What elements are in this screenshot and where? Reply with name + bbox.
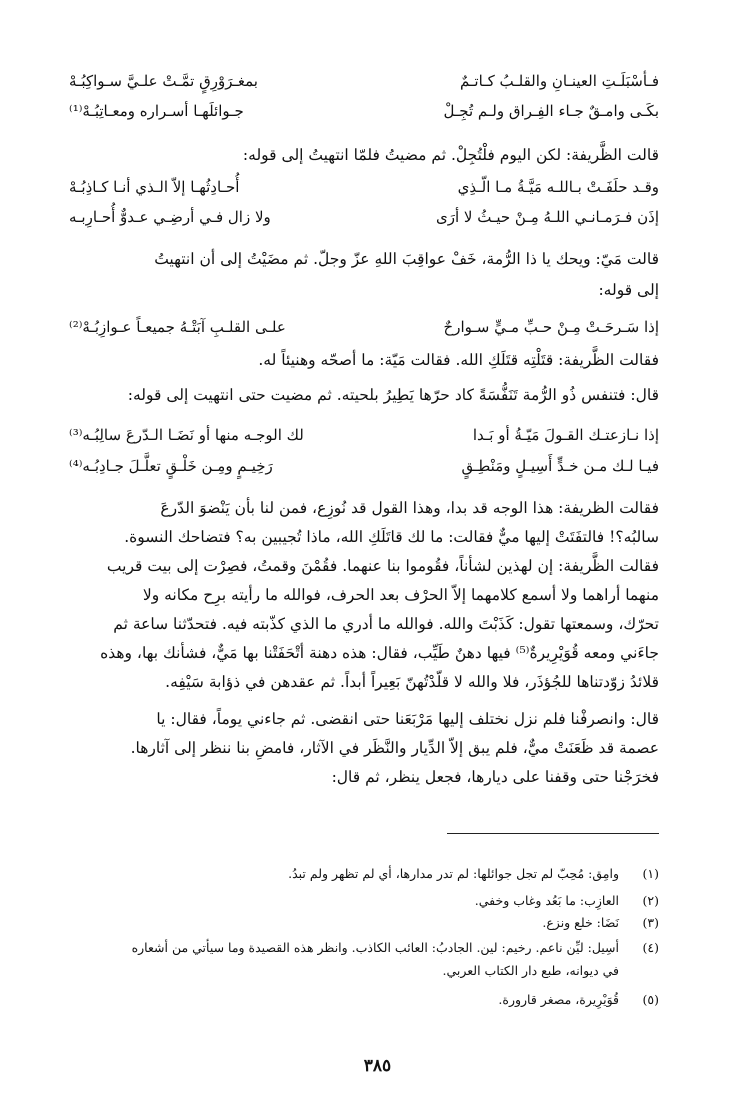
- verse-line: [69, 420, 659, 452]
- verse-second-hemistich: بمغـرَوْرِقٍ تمَّـتْ علـيَّ سـواكِبُـهْ: [69, 72, 258, 90]
- footnote: [43, 938, 659, 958]
- prose-line: قالت مَيّ: ويحك يا ذا الرُّمة، خَفْ عواقِبَ اللهِ عزّ وجلّ. ثم مضَيْتُ إلى أن انتهيتُ: [154, 250, 659, 268]
- prose-line: قال: فتنفس ذُو الرُّمة تَنَفُّسَةً كاد حرّها يَطِيرُ بلحيته. ثم مضيت حتى انتهيت إلى قوله:: [127, 386, 659, 404]
- verse-first-hemistich: إذَن فـرَمـانـي اللـهُ مِـنْ حيـثُ لا أرَى: [435, 208, 659, 226]
- prose-line: فقالت الظَّريفة: إن لهذين لشأناً، فقُوموا بنا عنهما. فقُمْنَ وقمتُ، فصِرْت إلى بيت قريب: [106, 557, 659, 575]
- footnote-continuation: [43, 961, 659, 981]
- footnote-text: العازِب: ما بَعُد وغاب وخفي.: [474, 893, 620, 908]
- footnote: [43, 891, 659, 911]
- prose-line: إلى قوله:: [598, 281, 659, 299]
- verse-second-hemistich: جـوائلَهـا أسـراره ومعـاتِبُـهْ⁽¹⁾: [69, 102, 244, 120]
- footnote-text: في ديوانه، طبع دار الكتاب العربي.: [442, 963, 620, 978]
- prose-line: جاءَني ومعه قُوَيْرِيرةٌ⁽⁵⁾ فيها دهنٌ طَيِّب، فقال: هذه دهنة أتْحَفَتْنا بها مَيٌّ، فشأنك بها، وهذه: [100, 644, 659, 662]
- footnote: [43, 864, 659, 884]
- verse-line: [69, 312, 659, 344]
- footnote-number: (١): [642, 866, 659, 881]
- verse-first-hemistich: فيـا لـك مـن خـدٍّ أَسِيـلٍ ومَنْطِـقٍ: [461, 457, 659, 475]
- footnote-number: (٤): [642, 940, 659, 955]
- verse-second-hemistich: لك الوجـه منها أو نَضَـا الـدّرعَ سالِبُـه⁽³⁾: [69, 426, 304, 444]
- verse-first-hemistich: إذا سَـرحَـتْ مِـنْ حـبِّ مـيٍّ سـوارحٌ: [443, 318, 659, 336]
- footnote-text: وامِق: مُحِبّ لم تجل جوائلها: لم تدر مدارها، أي لم تظهر ولم تبدُ.: [288, 866, 620, 881]
- footnote-text: أسِيل: ليِّن ناعم. رخيم: لين. الجادبُ: العائب الكاذب. وانظر هذه القصيدة وما سيأتي من أشعاره: [131, 940, 620, 955]
- footnote: [43, 990, 659, 1010]
- prose-line: فقالت الظريفة: هذا الوجه قد بدا، وهذا القول قد نُوزِع، فمن لنا بأن يَنْضوَ الدّرعَ: [160, 499, 659, 517]
- verse-second-hemistich: علـى القلـبِ آبَتْـهُ جميعـاً عـوازِبُـهْ⁽²⁾: [69, 318, 286, 336]
- verse-line: [69, 202, 659, 234]
- verse-first-hemistich: إذا نـازعتـك القـولَ مَيّـةُ أو بَـدا: [472, 426, 659, 444]
- prose-line: سالبُه؟! فالتفَتَتْ إليها ميٌّ فقالت: ما لك قاتَلَكِ الله، ماذا تُجيبين به؟ فتضاحك النسوة.: [124, 528, 659, 546]
- footnote-text: نَضَا: خلع ونزع.: [542, 915, 620, 930]
- verse-second-hemistich: أُحـادِثُهـا إلاّ الـذي أنـا كـاذِبُـهْ: [69, 178, 240, 196]
- footnote: [43, 913, 659, 933]
- prose-line: فقالت الظَّريفة: قتَلْتِه قتَلَكِ الله. فقالت مَيّة: ما أصحّه وهنيئاً له.: [258, 351, 659, 369]
- verse-line: [69, 96, 659, 128]
- prose-line: قلائدُ زوّدتناها للجُؤذَر، فلا والله لا قلّدْتُهنّ بَعِيراً أبداً. ثم عقدهن في ذؤابة سَيْفِه.: [165, 673, 659, 691]
- prose-line: فخرَجْنا حتى وقفنا على ديارها، فجعل ينظر، ثم قال:: [331, 768, 659, 786]
- page-number: ٣٨٥: [363, 1056, 392, 1076]
- verse-line: [69, 451, 659, 483]
- verse-line: [69, 66, 659, 98]
- verse-second-hemistich: رَخِيـمٍ ومِـن خَلْـقٍ تعلَّـلَ جـادِبُـه⁽⁴⁾: [69, 457, 273, 475]
- footnote-number: (٢): [642, 893, 659, 908]
- footnote-text: قُوَيْرِيرة، مصغر قارورة.: [498, 992, 620, 1007]
- verse-second-hemistich: ولا زال فـي أرضِـي عـدوٌّ أُحـارِبـه: [69, 208, 271, 226]
- verse-first-hemistich: بكَـى وامـقٌ جـاء الفِـراق ولـم تُجِـلْ: [443, 102, 659, 120]
- prose-line: قال: وانصرفْنا فلم نزل نختلف إليها مَرْبَعَنا حتى انقضى. ثم جاءني يوماً، فقال: يا: [156, 710, 659, 728]
- prose-line: عصمة قد ظَعَنَتْ ميٌّ، فلم يبق إلاّ الدِّيار والنَّظَر في الآثار، فامضِ بنا ننظر إلى آثارها.: [130, 739, 659, 757]
- verse-first-hemistich: فـأسْبَلَـتِ العينـانِ والقلـبُ كـاتـمٌ: [460, 72, 659, 90]
- footnote-number: (٣): [642, 915, 659, 930]
- prose-line: تحرّك، وسمعتها تقول: كَذَبْتَ والله. فوالله ما أدري ما الذي كذّبته فيه. فتحدّثنا ساعة ثم: [113, 615, 659, 633]
- prose-line: منهما أراهما ولا أسمع كلامهما إلاّ الحرْف بعد الحرف، فوالله ما رأيته برِح مكانه ولا: [142, 586, 659, 604]
- prose-line: قالت الظَّريفة: لكن اليوم فلْتُجِلْ. ثم مضيتُ فلمّا انتهيتُ إلى قوله:: [242, 146, 659, 164]
- verse-line: [69, 172, 659, 204]
- footnote-number: (٥): [642, 992, 659, 1007]
- verse-first-hemistich: وقـد حلَفَـتْ بـاللـه مَيَّـةُ مـا الّـذِي: [457, 178, 659, 196]
- footnote-divider: [447, 833, 659, 834]
